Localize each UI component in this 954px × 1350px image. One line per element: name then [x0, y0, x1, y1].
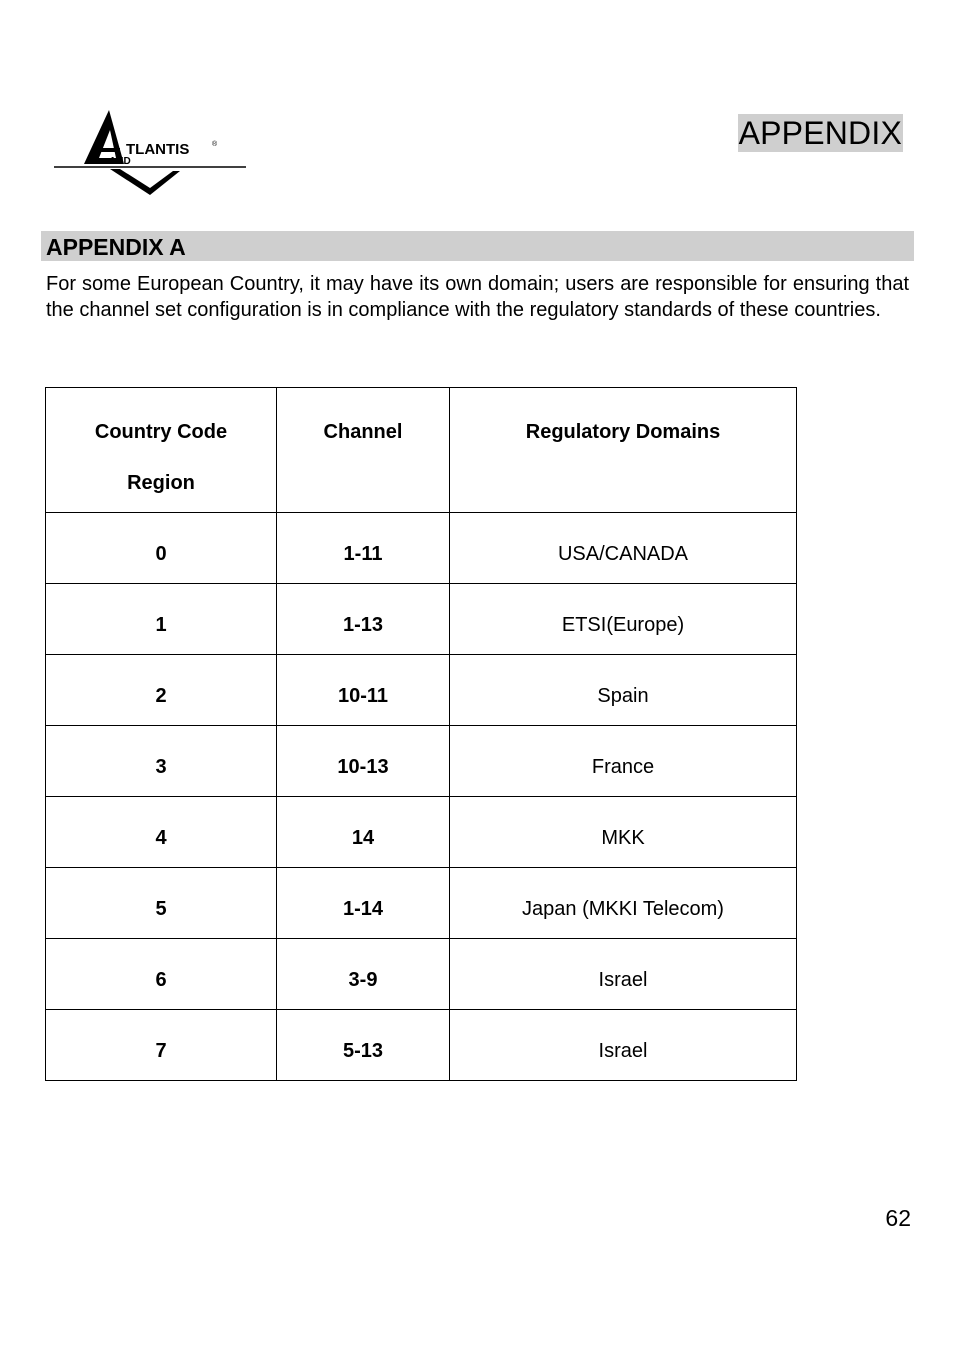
cell-country-code: 0: [46, 513, 277, 584]
cell-domain: ETSI(Europe): [450, 584, 797, 655]
cell-domain: France: [450, 726, 797, 797]
table-row: [46, 513, 797, 584]
cell-channel: 10-11: [277, 655, 450, 726]
cell-domain: Japan (MKKI Telecom): [450, 868, 797, 939]
header-country-code-region: [46, 388, 277, 513]
header-region: Region: [127, 472, 195, 494]
cell-channel: 1-11: [277, 513, 450, 584]
table-row: [46, 939, 797, 1010]
cell-country-code: 1: [46, 584, 277, 655]
table-header-row: [46, 388, 797, 513]
page-number: 62: [885, 1205, 911, 1231]
table-row: [46, 726, 797, 797]
intro-paragraph: For some European Country, it may have its own domain; users are responsible for ensuring that the channel set configuration is in compliance with the regulatory standards of these countries.: [46, 273, 909, 321]
cell-country-code: 4: [46, 797, 277, 868]
header-regulatory-domains: Regulatory Domains: [450, 388, 797, 513]
cell-channel: 14: [277, 797, 450, 868]
cell-channel: 10-13: [277, 726, 450, 797]
cell-channel: 3-9: [277, 939, 450, 1010]
cell-country-code: 7: [46, 1010, 277, 1081]
cell-country-code: 2: [46, 655, 277, 726]
page-header-title: APPENDIX: [738, 115, 902, 151]
section-heading-bar: [41, 231, 914, 261]
table-row: [46, 655, 797, 726]
atlantis-land-logo-icon: [52, 108, 248, 198]
header-country-code: Country Code: [94, 421, 228, 443]
table-row: [46, 868, 797, 939]
cell-country-code: 6: [46, 939, 277, 1010]
cell-channel: 5-13: [277, 1010, 450, 1081]
cell-domain: Israel: [450, 1010, 797, 1081]
section-title: APPENDIX A: [46, 234, 186, 260]
regulatory-domains-table: [45, 387, 797, 1081]
logo-tlantis-text: TLANTIS: [126, 141, 190, 158]
header-channel: Channel: [277, 388, 450, 513]
cell-country-code: 5: [46, 868, 277, 939]
cell-domain: Spain: [450, 655, 797, 726]
logo-and-text: AND: [109, 156, 131, 167]
table-row: [46, 797, 797, 868]
logo-registered-mark: ®: [212, 141, 218, 148]
cell-domain: MKK: [450, 797, 797, 868]
cell-channel: 1-14: [277, 868, 450, 939]
cell-domain: USA/CANADA: [450, 513, 797, 584]
cell-channel: 1-13: [277, 584, 450, 655]
table-row: [46, 1010, 797, 1081]
table-row: [46, 584, 797, 655]
cell-domain: Israel: [450, 939, 797, 1010]
cell-country-code: 3: [46, 726, 277, 797]
